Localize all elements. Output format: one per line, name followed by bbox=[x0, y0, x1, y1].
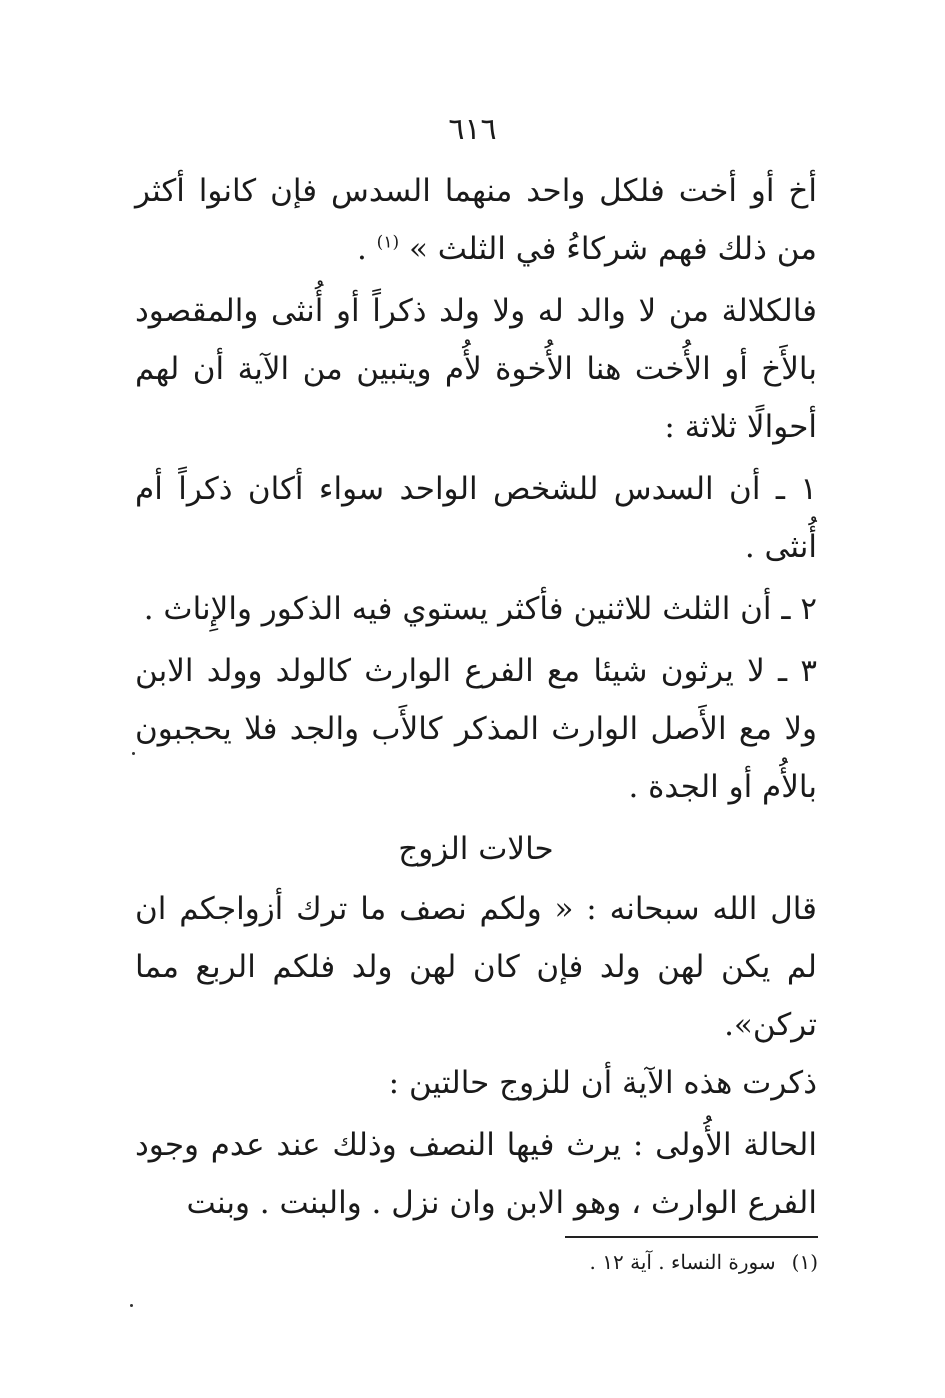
paragraph-quote-continuation bbox=[135, 162, 817, 278]
paragraph-two-cases: ذكرت هذه الآية أن للزوج حالتين : bbox=[388, 1065, 817, 1101]
footnote bbox=[400, 1248, 818, 1276]
paragraph-text: أخ أو أخت فلكل واحد منهما السدس فإن كانوا أكثر من ذلك فهم شركاءُ في الثلث » bbox=[135, 173, 817, 267]
paragraph-kalala: فالكلالة من لا والد له ولا ولد ذكراً أو أُنثى والمقصود بالأَخ أو الأُخت هنا الأُخوة لأُم ويتبين من الآية أن لهم أحوالًا ثلاثة : bbox=[135, 293, 817, 445]
footnote-text: سورة النساء . آية ١٢ . bbox=[589, 1250, 776, 1274]
paragraph-first-case: الحالة الأُولى : يرث فيها النصف وذلك عند عدم وجود الفرع الوارث ، وهو الابن وان نزل . والبنت . وبنت bbox=[135, 1127, 817, 1221]
page-number: ٦١٦ bbox=[448, 112, 497, 147]
footnote-divider bbox=[565, 1236, 818, 1238]
footnote-reference: (١) bbox=[376, 232, 400, 253]
paragraph-verse: قال الله سبحانه : « ولكم نصف ما ترك أزواجكم ان لم يكن لهن ولد فإن كان لهن ولد فلكم الربع مما تركن». bbox=[135, 891, 817, 1043]
footnote-number: (١) bbox=[791, 1250, 818, 1274]
paragraph-text-end: . bbox=[356, 231, 377, 267]
scan-speck bbox=[132, 752, 135, 755]
main-text bbox=[135, 162, 817, 1236]
list-item-1: ١ ـ أن السدس للشخص الواحد سواء أكان ذكراً أم أُنثى . bbox=[135, 471, 817, 565]
list-item-3: ٣ ـ لا يرثون شيئا مع الفرع الوارث كالولد وولد الابن ولا مع الأَصل الوارث المذكر كالأَب والجد فلا يحجبون بالأُم أو الجدة . bbox=[135, 653, 817, 805]
scan-speck bbox=[130, 1304, 133, 1307]
section-heading: حالات الزوج bbox=[398, 831, 554, 867]
list-item-2: ٢ ـ أن الثلث للاثنين فأكثر يستوي فيه الذكور والإِناث . bbox=[143, 591, 817, 627]
